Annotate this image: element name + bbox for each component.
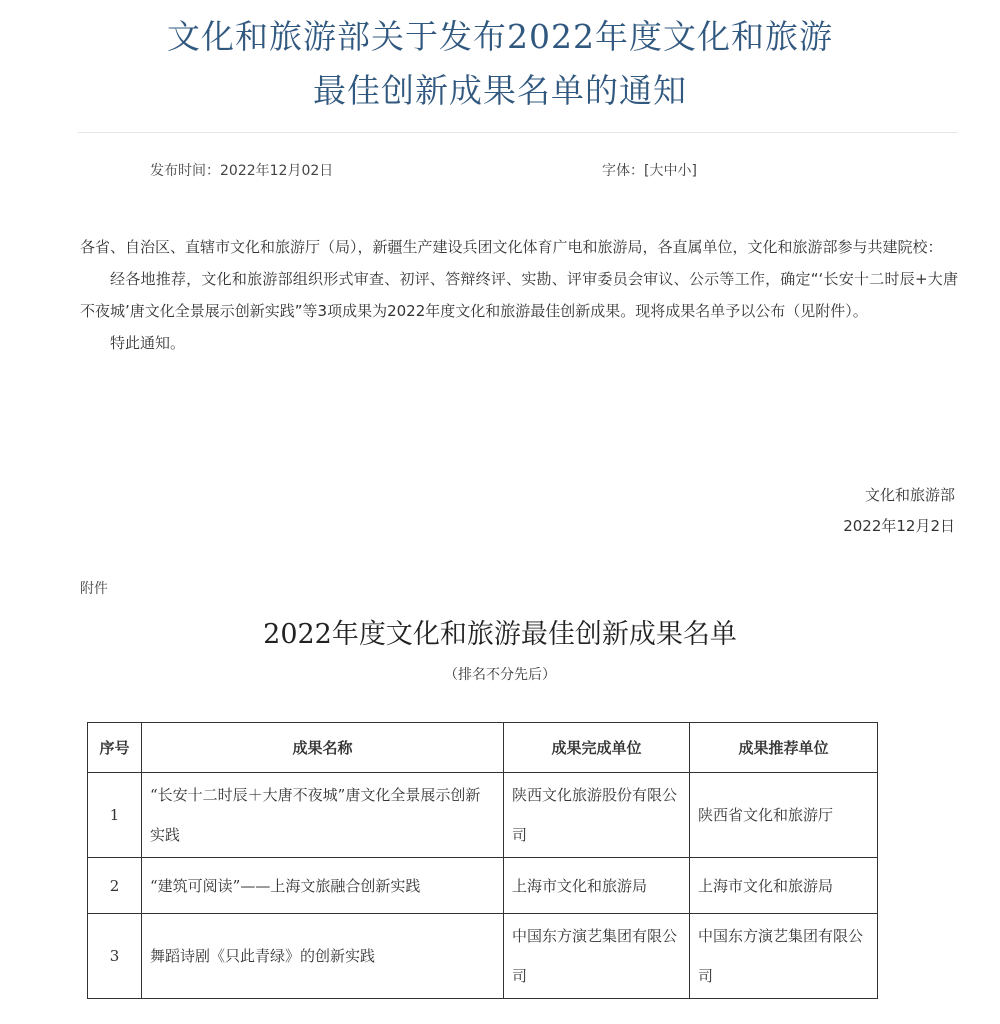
notice-body xyxy=(80,231,958,359)
cell-index: 3 xyxy=(88,914,142,999)
signature-org: 文化和旅游部 xyxy=(864,486,955,504)
table-row xyxy=(88,773,878,858)
cell-completing-unit: 中国东方演艺集团有限公司 xyxy=(504,914,690,999)
cell-completing-unit: 上海市文化和旅游局 xyxy=(504,858,690,914)
notice-title xyxy=(0,10,1000,118)
font-bracket-open: [ xyxy=(644,163,650,179)
list-subtitle: （排名不分先后） xyxy=(444,667,556,683)
list-title: 2022年度文化和旅游最佳创新成果名单 xyxy=(263,619,737,650)
publish-date: 2022年12月02日 xyxy=(220,163,334,179)
cell-completing-unit: 陕西文化旅游股份有限公司 xyxy=(504,773,690,858)
cell-recommending-unit: 陕西省文化和旅游厅 xyxy=(690,773,878,858)
cell-name: 舞蹈诗剧《只此青绿》的创新实践 xyxy=(142,914,504,999)
cell-name: “长安十二时辰＋大唐不夜城”唐文化全景展示创新实践 xyxy=(142,773,504,858)
publish-info xyxy=(150,160,333,180)
font-size-medium-button[interactable]: 中 xyxy=(663,163,678,179)
cell-index: 1 xyxy=(88,773,142,858)
header-name: 成果名称 xyxy=(142,723,504,773)
header-completing-unit: 成果完成单位 xyxy=(504,723,690,773)
cell-recommending-unit: 上海市文化和旅游局 xyxy=(690,858,878,914)
cell-recommending-unit: 中国东方演艺集团有限公司 xyxy=(690,914,878,999)
font-size-large-button[interactable]: 大 xyxy=(649,163,664,179)
signature-date: 2022年12月2日 xyxy=(843,517,955,535)
table-row xyxy=(88,858,878,914)
font-bracket-close: ] xyxy=(691,163,697,179)
attachment-label: 附件 xyxy=(80,581,108,597)
cell-name: “建筑可阅读”——上海文旅融合创新实践 xyxy=(142,858,504,914)
body-paragraph-1: 经各地推荐，文化和旅游部组织形式审查、初评、答辩终评、实勘、评审委员会审议、公示等工作，确定“‘长安十二时辰+大唐不夜城’唐文化全景展示创新实践”等3项成果为2022年度文化和旅游最佳创新成果。现将成果名单予以公布（见附件）。 xyxy=(80,270,958,320)
publish-label: 发布时间： xyxy=(150,163,220,179)
cell-index: 2 xyxy=(88,858,142,914)
font-size-controls xyxy=(602,160,697,180)
notice-title-line1: 文化和旅游部关于发布2022年度文化和旅游 xyxy=(167,17,833,56)
font-size-small-button[interactable]: 小 xyxy=(677,163,692,179)
title-divider xyxy=(78,132,958,133)
body-paragraph-2: 特此通知。 xyxy=(110,334,186,352)
table-header-row xyxy=(88,723,878,773)
font-size-label: 字体： xyxy=(602,163,644,179)
header-recommending-unit: 成果推荐单位 xyxy=(690,723,878,773)
results-table xyxy=(87,722,878,999)
table-row xyxy=(88,914,878,999)
notice-title-line2: 最佳创新成果名单的通知 xyxy=(313,71,687,110)
salutation: 各省、自治区、直辖市文化和旅游厅（局），新疆生产建设兵团文化体育广电和旅游局，各直属单位，文化和旅游部参与共建院校： xyxy=(80,238,943,256)
header-index: 序号 xyxy=(88,723,142,773)
